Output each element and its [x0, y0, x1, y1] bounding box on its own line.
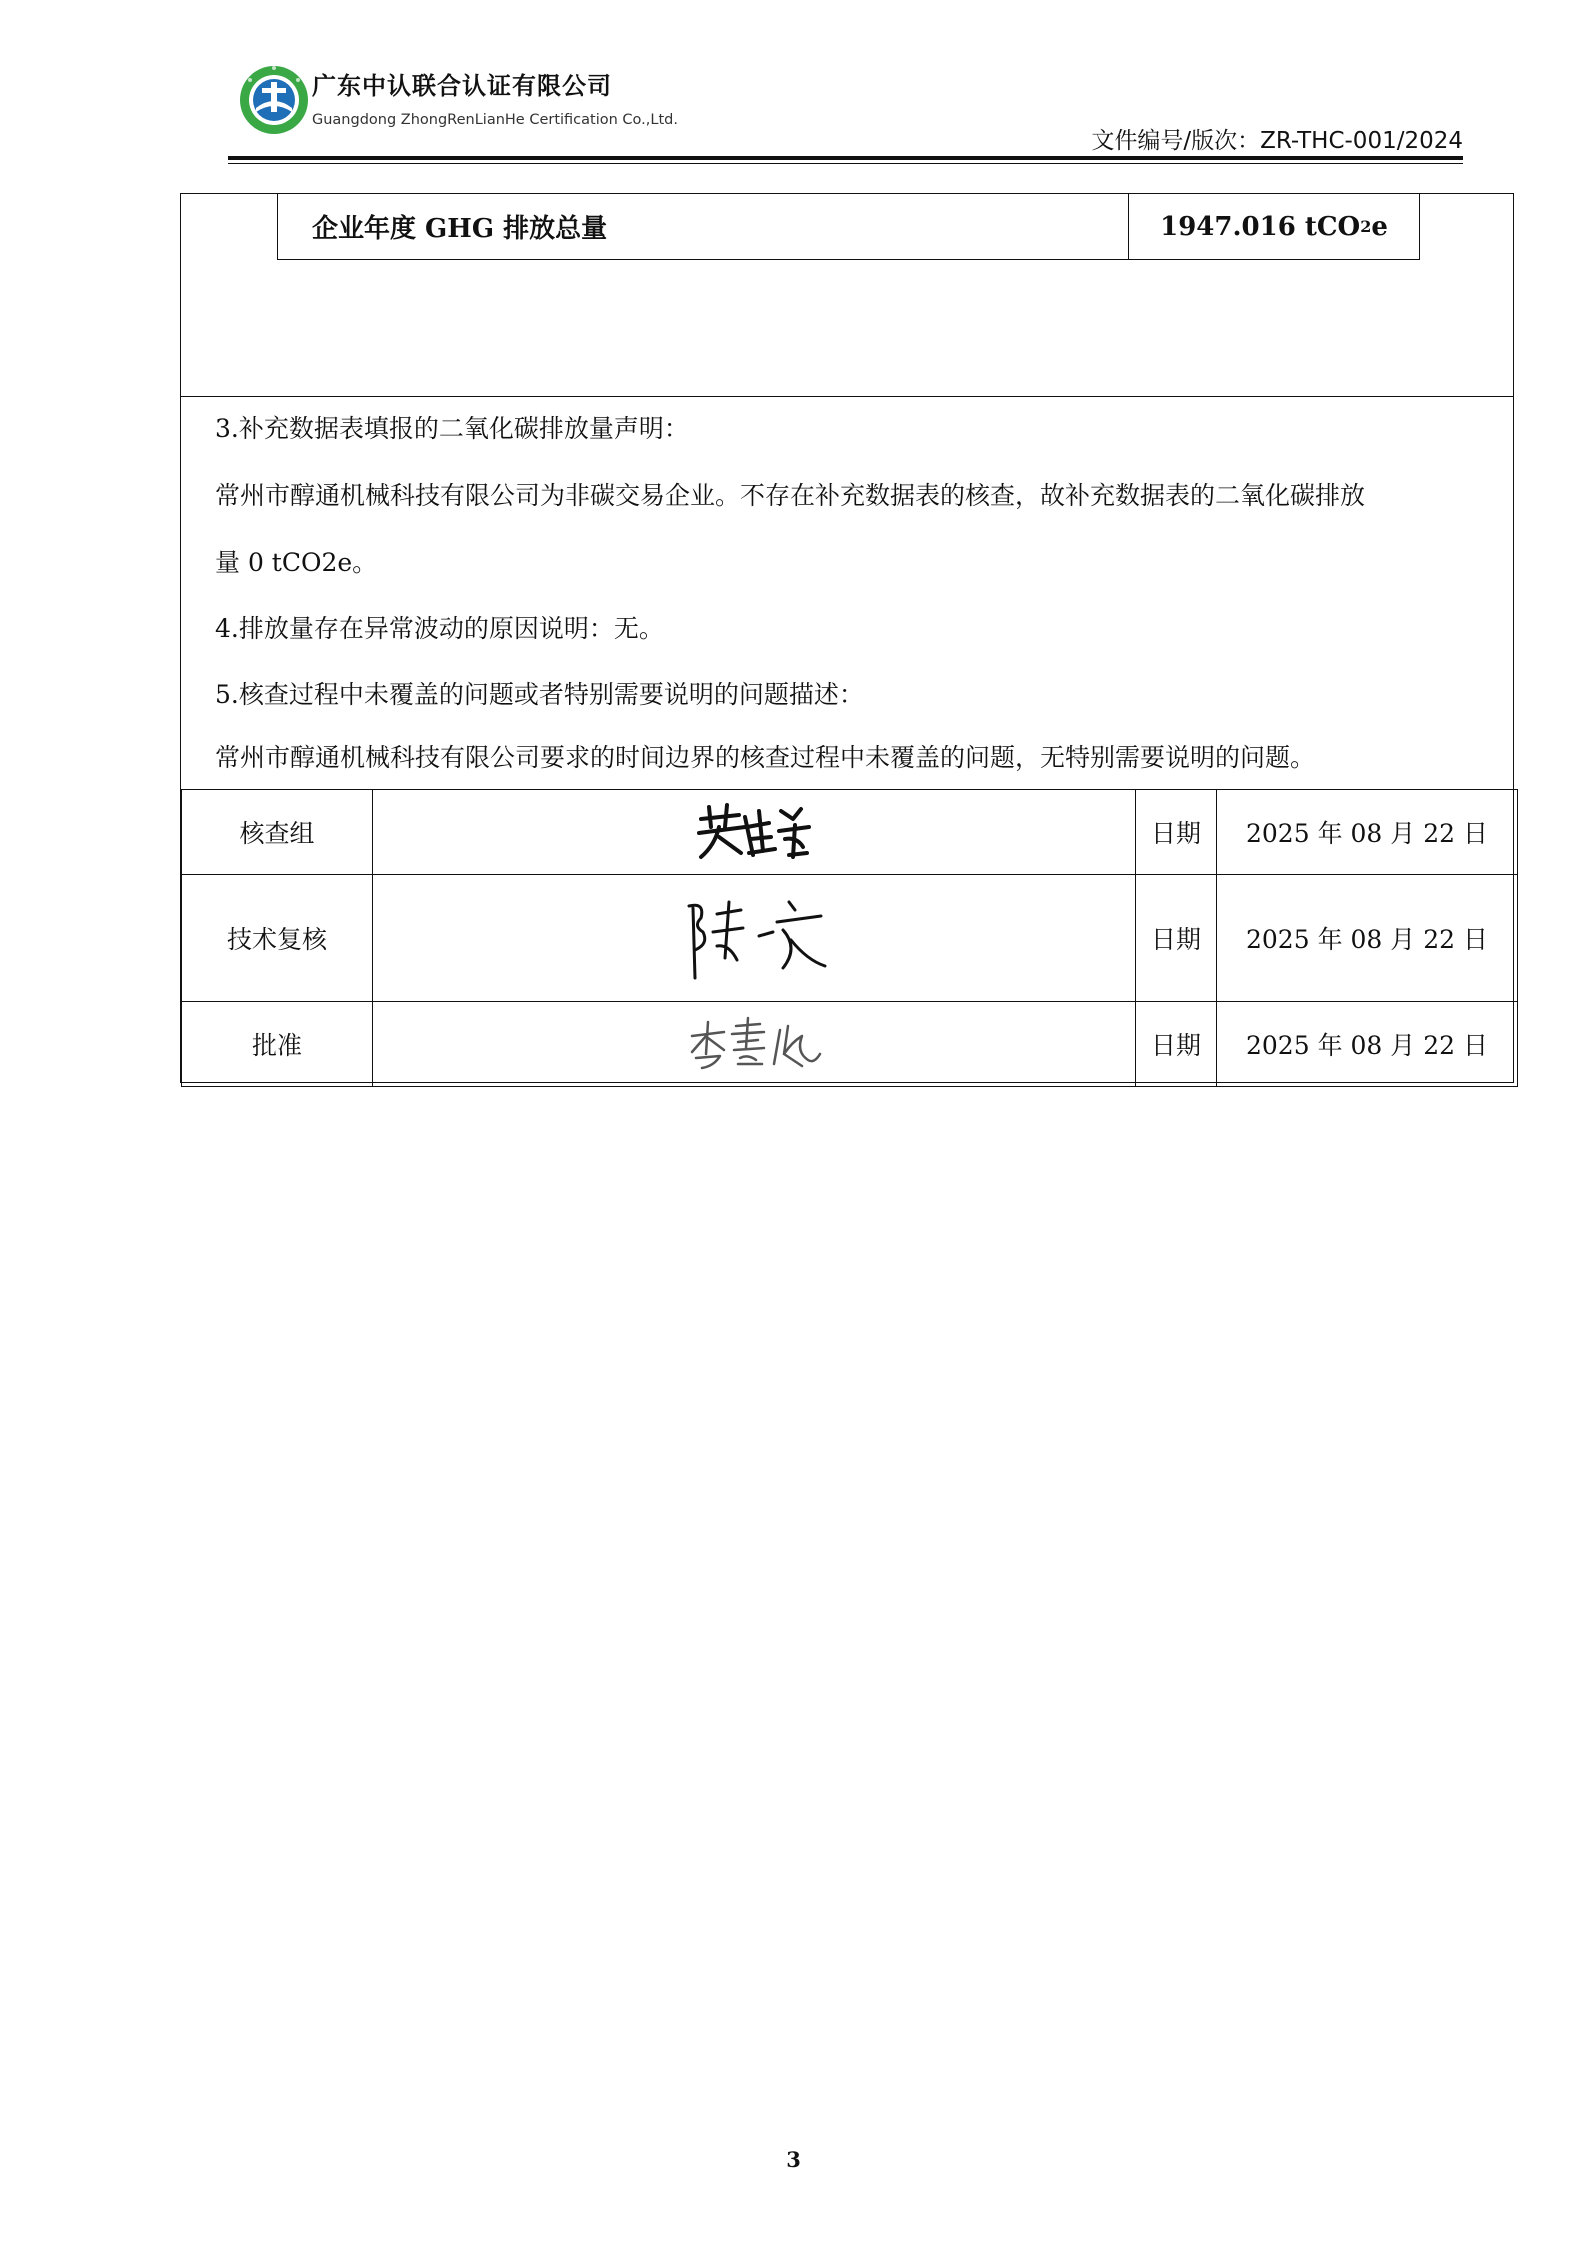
signoff-row-approval [182, 1002, 1518, 1087]
signature-cell [373, 1002, 1136, 1087]
page-number: 3 [786, 2147, 801, 2172]
signoff-role: 技术复核 [182, 875, 373, 1002]
section-3-body-line2: 量 0 tCO2e。 [215, 548, 378, 577]
section-5-title: 5.核查过程中未覆盖的问题或者特别需要说明的问题描述： [215, 680, 864, 709]
signature-2-icon [679, 888, 829, 988]
signature-cell [373, 790, 1136, 875]
ghg-value-tail: e [1371, 211, 1388, 242]
ghg-total-label: 企业年度 GHG 排放总量 [278, 194, 1129, 259]
signoff-row-technical-review [182, 875, 1518, 1002]
company-name-en: Guangdong ZhongRenLianHe Certification Co.,Ltd. [312, 112, 678, 128]
signoff-table [181, 789, 1518, 1087]
ghg-value-main: 1947.016 tCO [1160, 211, 1361, 242]
ghg-summary-table [277, 194, 1420, 260]
signoff-role: 核查组 [182, 790, 373, 875]
report-frame [180, 193, 1514, 1083]
date-label: 日期 [1136, 790, 1217, 875]
section-5-body: 常州市醇通机械科技有限公司要求的时间边界的核查过程中未覆盖的问题，无特别需要说明的问题。 [215, 743, 1316, 772]
section-3-title: 3.补充数据表填报的二氧化碳排放量声明： [215, 414, 689, 443]
signoff-date: 2025 年 08 月 22 日 [1217, 1002, 1518, 1087]
signoff-role: 批准 [182, 1002, 373, 1087]
section-divider [181, 396, 1513, 397]
date-label: 日期 [1136, 1002, 1217, 1087]
section-3-body-line1: 常州市醇通机械科技有限公司为非碳交易企业。不存在补充数据表的核查，故补充数据表的二氧化碳排放 [215, 481, 1366, 510]
signature-cell [373, 875, 1136, 1002]
section-4-title: 4.排放量存在异常波动的原因说明：无。 [215, 614, 664, 643]
signoff-date: 2025 年 08 月 22 日 [1217, 790, 1518, 875]
date-label: 日期 [1136, 875, 1217, 1002]
ghg-total-value [1129, 194, 1419, 259]
document-number: 文件编号/版次：ZR-THC-001/2024 [1091, 128, 1463, 154]
signature-1-icon [689, 797, 819, 867]
company-logo-icon [238, 64, 310, 136]
signoff-row-review-team [182, 790, 1518, 875]
header-divider [228, 156, 1463, 160]
ghg-value-sub: 2 [1360, 217, 1372, 236]
signoff-date: 2025 年 08 月 22 日 [1217, 875, 1518, 1002]
header-divider-thin [228, 163, 1463, 164]
signature-3-icon [684, 1014, 824, 1074]
company-name-cn: 广东中认联合认证有限公司 [312, 72, 612, 100]
